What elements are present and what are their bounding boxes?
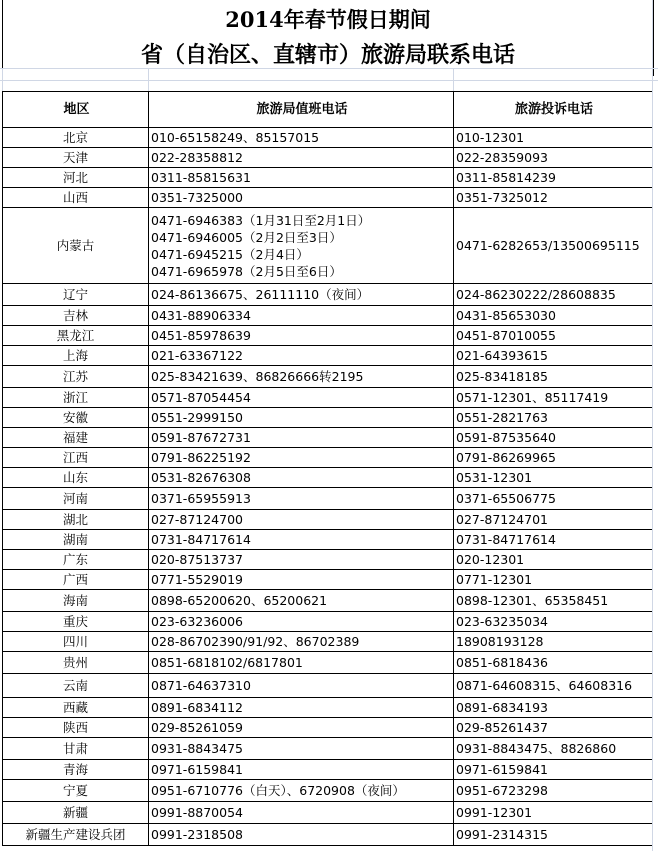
table-row	[3, 698, 653, 718]
complaint-phone-cell: 0991-12301	[454, 802, 653, 824]
region-cell: 福建	[3, 428, 149, 448]
complaint-phone-cell: 0971-6159841	[454, 760, 653, 780]
region-cell: 河南	[3, 488, 149, 510]
table-row	[3, 148, 653, 168]
title-block	[2, 0, 654, 76]
duty-phone-line: 022-28358812	[151, 150, 243, 165]
complaint-phone-cell: 0871-64608315、64608316	[454, 674, 653, 698]
table-row	[3, 612, 653, 632]
duty-phone-line: 0791-86225192	[151, 450, 251, 465]
duty-phone-cell	[149, 570, 454, 590]
duty-phone-line: 0991-2318508	[151, 827, 243, 842]
region-cell: 重庆	[3, 612, 149, 632]
region-cell: 天津	[3, 148, 149, 168]
duty-phone-line: 0471-6965978（2月5日至6日）	[151, 263, 342, 279]
table-row	[3, 652, 653, 674]
duty-phone-cell	[149, 590, 454, 612]
duty-phone-line: 0351-7325000	[151, 190, 243, 205]
table-row	[3, 388, 653, 408]
region-cell: 北京	[3, 128, 149, 148]
complaint-phone-cell: 0531-12301	[454, 468, 653, 488]
empty-grid-rows	[0, 68, 658, 92]
duty-phone-cell	[149, 428, 454, 448]
duty-phone-line: 0591-87672731	[151, 430, 251, 445]
region-cell: 陕西	[3, 718, 149, 738]
duty-phone-line: 0871-64637310	[151, 678, 251, 693]
duty-phone-line: 0571-87054454	[151, 390, 251, 405]
duty-phone-cell	[149, 326, 454, 346]
region-cell: 上海	[3, 346, 149, 366]
duty-phone-line: 029-85261059	[151, 720, 243, 735]
region-cell: 宁夏	[3, 780, 149, 802]
duty-phone-line: 0898-65200620、65200621	[151, 593, 328, 608]
complaint-phone-cell: 0471-6282653/13500695115	[454, 208, 653, 284]
complaint-phone-cell: 020-12301	[454, 550, 653, 570]
region-cell: 广东	[3, 550, 149, 570]
complaint-phone-cell: 022-28359093	[454, 148, 653, 168]
table-row	[3, 366, 653, 388]
table-row	[3, 448, 653, 468]
duty-phone-line: 0451-85978639	[151, 328, 251, 343]
header-region: 地区	[3, 92, 149, 128]
duty-phone-cell	[149, 824, 454, 846]
duty-phone-cell	[149, 468, 454, 488]
duty-phone-line: 0931-8843475	[151, 741, 243, 756]
table-row	[3, 488, 653, 510]
duty-phone-cell	[149, 168, 454, 188]
table-row	[3, 128, 653, 148]
table-row	[3, 530, 653, 550]
duty-phone-line: 0371-65955913	[151, 491, 251, 506]
duty-phone-cell	[149, 550, 454, 570]
grid-line	[652, 0, 653, 851]
table-row	[3, 168, 653, 188]
complaint-phone-cell: 0571-12301、85117419	[454, 388, 653, 408]
region-cell: 青海	[3, 760, 149, 780]
region-cell: 四川	[3, 632, 149, 652]
region-cell: 西藏	[3, 698, 149, 718]
duty-phone-cell	[149, 408, 454, 428]
complaint-phone-cell: 029-85261437	[454, 718, 653, 738]
duty-phone-line: 010-65158249、85157015	[151, 130, 320, 145]
table-row	[3, 284, 653, 306]
header-duty-phone: 旅游局值班电话	[149, 92, 454, 128]
table-body	[3, 128, 653, 846]
duty-phone-cell	[149, 488, 454, 510]
complaint-phone-cell: 18908193128	[454, 632, 653, 652]
duty-phone-cell	[149, 128, 454, 148]
complaint-phone-cell: 0311-85814239	[454, 168, 653, 188]
title-line-1: 2014年春节假日期间	[225, 7, 431, 32]
region-cell: 云南	[3, 674, 149, 698]
duty-phone-cell	[149, 652, 454, 674]
region-cell: 广西	[3, 570, 149, 590]
complaint-phone-cell: 0898-12301、65358451	[454, 590, 653, 612]
complaint-phone-cell: 0851-6818436	[454, 652, 653, 674]
region-cell: 湖北	[3, 510, 149, 530]
complaint-phone-cell: 0931-8843475、8826860	[454, 738, 653, 760]
duty-phone-line: 020-87513737	[151, 552, 243, 567]
region-cell: 山西	[3, 188, 149, 208]
duty-phone-cell	[149, 306, 454, 326]
region-cell: 贵州	[3, 652, 149, 674]
table-row	[3, 188, 653, 208]
title-line-2: 省（自治区、直辖市）旅游局联系电话	[140, 42, 515, 68]
complaint-phone-cell: 0371-65506775	[454, 488, 653, 510]
table-row	[3, 326, 653, 346]
table-row	[3, 738, 653, 760]
complaint-phone-cell: 024-86230222/28608835	[454, 284, 653, 306]
duty-phone-cell	[149, 510, 454, 530]
duty-phone-line: 021-63367122	[151, 348, 243, 363]
table-row	[3, 760, 653, 780]
duty-phone-line: 0731-84717614	[151, 532, 251, 547]
complaint-phone-cell: 023-63235034	[454, 612, 653, 632]
table-row	[3, 824, 653, 846]
region-cell: 甘肃	[3, 738, 149, 760]
region-cell: 山东	[3, 468, 149, 488]
region-cell: 内蒙古	[3, 208, 149, 284]
complaint-phone-cell: 0991-2314315	[454, 824, 653, 846]
duty-phone-line: 0551-2999150	[151, 410, 243, 425]
complaint-phone-cell: 021-64393615	[454, 346, 653, 366]
duty-phone-line: 024-86136675、26111110（夜间）	[151, 287, 370, 302]
duty-phone-line: 0851-6818102/6817801	[151, 655, 303, 670]
complaint-phone-cell: 0791-86269965	[454, 448, 653, 468]
complaint-phone-cell: 0591-87535640	[454, 428, 653, 448]
complaint-phone-cell: 025-83418185	[454, 366, 653, 388]
complaint-phone-cell: 0951-6723298	[454, 780, 653, 802]
duty-phone-cell	[149, 718, 454, 738]
table-row	[3, 718, 653, 738]
table-row	[3, 306, 653, 326]
duty-phone-line: 0531-82676308	[151, 470, 251, 485]
table-row	[3, 802, 653, 824]
duty-phone-cell	[149, 346, 454, 366]
complaint-phone-cell: 027-87124701	[454, 510, 653, 530]
duty-phone-cell	[149, 148, 454, 168]
complaint-phone-cell: 0891-6834193	[454, 698, 653, 718]
duty-phone-line: 0311-85815631	[151, 170, 251, 185]
duty-phone-cell	[149, 208, 454, 284]
region-cell: 新疆生产建设兵团	[3, 824, 149, 846]
region-cell: 湖南	[3, 530, 149, 550]
table-row	[3, 674, 653, 698]
table-row	[3, 346, 653, 366]
table-row	[3, 780, 653, 802]
duty-phone-line: 0471-6945215（2月4日）	[151, 246, 309, 262]
complaint-phone-cell: 0731-84717614	[454, 530, 653, 550]
duty-phone-line: 027-87124700	[151, 512, 243, 527]
duty-phone-line: 0471-6946005（2月2日至3日）	[151, 229, 342, 245]
duty-phone-line: 0431-88906334	[151, 308, 251, 323]
duty-phone-cell	[149, 448, 454, 468]
duty-phone-line: 0891-6834112	[151, 700, 243, 715]
complaint-phone-cell: 010-12301	[454, 128, 653, 148]
complaint-phone-cell: 0351-7325012	[454, 188, 653, 208]
table-row	[3, 550, 653, 570]
duty-phone-cell	[149, 698, 454, 718]
duty-phone-cell	[149, 388, 454, 408]
header-row	[3, 92, 653, 128]
contact-table	[2, 91, 653, 846]
duty-phone-cell	[149, 530, 454, 550]
region-cell: 江苏	[3, 366, 149, 388]
complaint-phone-cell: 0551-2821763	[454, 408, 653, 428]
region-cell: 新疆	[3, 802, 149, 824]
duty-phone-line: 0471-6946383（1月31日至2月1日）	[151, 212, 371, 228]
complaint-phone-cell: 0431-85653030	[454, 306, 653, 326]
table-row	[3, 428, 653, 448]
table-row	[3, 510, 653, 530]
duty-phone-cell	[149, 366, 454, 388]
duty-phone-cell	[149, 674, 454, 698]
duty-phone-cell	[149, 760, 454, 780]
duty-phone-line: 0771-5529019	[151, 572, 243, 587]
duty-phone-line: 025-83421639、86826666转2195	[151, 369, 364, 384]
table-row	[3, 408, 653, 428]
table-row	[3, 208, 653, 284]
complaint-phone-cell: 0451-87010055	[454, 326, 653, 346]
region-cell: 吉林	[3, 306, 149, 326]
region-cell: 河北	[3, 168, 149, 188]
header-complaint-phone: 旅游投诉电话	[454, 92, 653, 128]
region-cell: 黑龙江	[3, 326, 149, 346]
complaint-phone-cell: 0771-12301	[454, 570, 653, 590]
table-row	[3, 570, 653, 590]
duty-phone-cell	[149, 284, 454, 306]
duty-phone-line: 0951-6710776（白天）、6720908（夜间）	[151, 783, 405, 798]
region-cell: 海南	[3, 590, 149, 612]
duty-phone-cell	[149, 632, 454, 652]
region-cell: 江西	[3, 448, 149, 468]
duty-phone-cell	[149, 738, 454, 760]
region-cell: 辽宁	[3, 284, 149, 306]
table-row	[3, 468, 653, 488]
table-row	[3, 590, 653, 612]
duty-phone-cell	[149, 612, 454, 632]
duty-phone-line: 023-63236006	[151, 614, 243, 629]
duty-phone-line: 028-86702390/91/92、86702389	[151, 634, 360, 649]
duty-phone-line: 0971-6159841	[151, 762, 243, 777]
duty-phone-cell	[149, 188, 454, 208]
duty-phone-cell	[149, 802, 454, 824]
duty-phone-cell	[149, 780, 454, 802]
table-row	[3, 632, 653, 652]
region-cell: 安徽	[3, 408, 149, 428]
region-cell: 浙江	[3, 388, 149, 408]
duty-phone-line: 0991-8870054	[151, 805, 243, 820]
